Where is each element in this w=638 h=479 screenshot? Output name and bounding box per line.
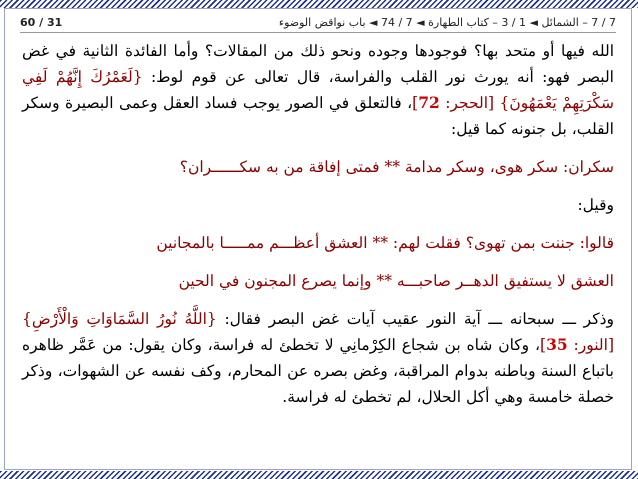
paragraph-1-text-a: الله فيها أو متحد بها؟ فوجودها وجوده ونحو ذلك من المقالات؟ وأما الفائدة الثانية في غض البصر فهو: أنه يورث نور القلب والفراسة، قال تعالى عن قوم لوط: [22, 42, 614, 86]
paragraph-1-text-b: ، فالتعلق في الصور يوجب فساد العقل وعمى البصيرة وسكر القلب، بل جنونه كما قيل: [22, 94, 614, 138]
breadcrumb: 7 / 7 – الشمائل ◄ 1 / 3 – كتاب الطهارة ◄ 7 / 74 ◄ باب نواقض الوضوء [278, 15, 616, 29]
page-number: 60 / 31 [20, 15, 63, 29]
poem-verse-3: العشق لا يستفيق الدهــر صاحبـــه ** وإنما يصرع المجنون في الحين [178, 272, 614, 290]
poem-verse-2: قالوا: جننت بمن تهوى؟ فقلت لهم: ** العشق أعظـــم ممـــــا بالمجانين [156, 234, 614, 252]
verse-ref-nur-close: ] [540, 336, 547, 354]
quran-verse-hijr: {لَعَمْرُكَ إِنَّهُمْ لَفِي سَكْرَتِهِمْ يَعْمَهُونَ} [22, 68, 614, 112]
paragraph-2 [22, 306, 614, 410]
verse-ref-nur-label: [النور: [567, 336, 614, 354]
verse-ref-hijr-number: 72 [418, 93, 440, 112]
top-border-stripe [0, 0, 638, 8]
header-divider [20, 32, 616, 33]
paragraph-1 [22, 38, 614, 142]
qila-label: وقيل: [577, 196, 614, 214]
poem-verse-1: سكران: سكر هوى، وسكر مدامة ** فمتى إفاقة من به سكــــــران؟ [179, 158, 614, 176]
paragraph-2-text-b: ، وكان شاه بن شجاع الكِرْمانِي لا تخطئ له فراسة، وكان يقول: من عَمَّر ظاهره باتباع السنة وباطنه بدوام المراقبة، وغض بصره عن المحارم، وكف نفسه عن الشهوات، وذكر خصلة خامسة وهي أكل الحلال، لم تخطئ له فراسة. [22, 336, 614, 406]
document-body [22, 38, 614, 465]
quran-verse-nur: {اللَّهُ نُورُ السَّمَاوَاتِ وَالْأَرْضِ} [22, 310, 217, 328]
paragraph-2-text-a: وذكر ـــ سبحانه ـــ آية النور عقيب آيات غض البصر فقال: [216, 310, 614, 328]
verse-ref-nur-number: 35 [546, 335, 568, 354]
verse-ref-hijr-close: ] [412, 94, 419, 112]
verse-ref-hijr-label: [الحجر: [439, 94, 500, 112]
bottom-border-stripe [0, 471, 638, 479]
page-header [20, 14, 616, 30]
